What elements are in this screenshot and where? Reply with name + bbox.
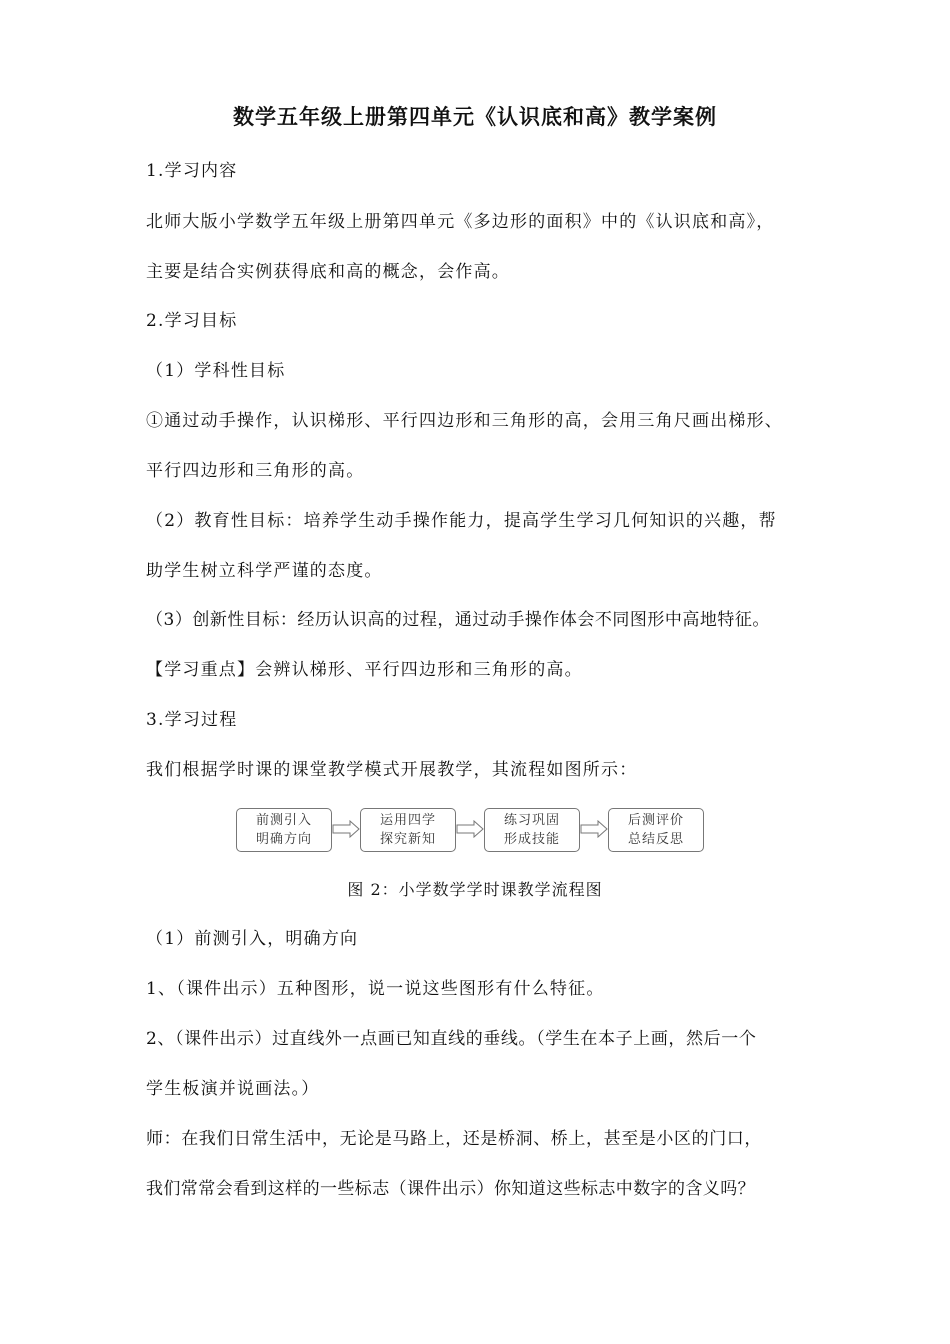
paragraph-line: （2）教育性目标：培养学生动手操作能力，提高学生学习几何知识的兴趣，帮	[146, 511, 777, 531]
paragraph-line: 师：在我们日常生活中，无论是马路上，还是桥洞、桥上，甚至是小区的门口，	[146, 1129, 762, 1149]
paragraph-line: 我们根据学时课的课堂教学模式开展教学，其流程如图所示：	[146, 760, 638, 780]
subheading-step-1: （1）前测引入，明确方向	[146, 929, 359, 949]
paragraph-line: 学生板演并说画法。）	[146, 1079, 320, 1099]
paragraph-line: 平行四边形和三角形的高。	[146, 461, 365, 481]
paragraph-line: 1、（课件出示）五种图形，说一说这些图形有什么特征。	[146, 979, 605, 999]
flow-step-text: 明确方向	[255, 832, 312, 847]
key-point-line: 【学习重点】会辨认梯形、平行四边形和三角形的高。	[146, 660, 583, 680]
flow-step-2	[360, 808, 456, 852]
flow-step-text: 总结反思	[627, 832, 684, 847]
flow-step-3	[484, 808, 580, 852]
flow-step-text: 运用四学	[379, 813, 436, 828]
section-heading-content: 1.学习内容	[146, 161, 238, 181]
flow-diagram	[236, 808, 706, 852]
paragraph-line: 助学生树立科学严谨的态度。	[146, 561, 383, 581]
paragraph-line: 主要是结合实例获得底和高的概念，会作高。	[146, 262, 510, 282]
paragraph-line: 2、（课件出示）过直线外一点画已知直线的垂线。（学生在本子上画，然后一个	[146, 1029, 757, 1049]
flow-step-text: 后测评价	[627, 813, 684, 828]
arrow-right-icon	[456, 820, 484, 838]
document-title: 数学五年级上册第四单元《认识底和高》教学案例	[233, 104, 717, 129]
section-heading-goals: 2.学习目标	[146, 311, 238, 331]
flow-step-text: 前测引入	[255, 813, 312, 828]
flow-step-text: 探究新知	[379, 832, 436, 847]
flow-step-1	[236, 808, 332, 852]
flow-step-4	[608, 808, 704, 852]
arrow-right-icon	[332, 820, 360, 838]
paragraph-line: 我们常常会看到这样的一些标志（课件出示）你知道这些标志中数字的含义吗？	[146, 1179, 755, 1199]
figure-caption: 图 2：小学数学学时课教学流程图	[347, 880, 603, 899]
paragraph-line: ①通过动手操作，认识梯形、平行四边形和三角形的高，会用三角尺画出梯形、	[146, 411, 783, 431]
flow-step-text: 形成技能	[503, 832, 560, 847]
arrow-right-icon	[580, 820, 608, 838]
subheading-subject-goal: （1）学科性目标	[146, 361, 286, 381]
paragraph-line: 北师大版小学数学五年级上册第四单元《多边形的面积》中的《认识底和高》，	[146, 212, 775, 232]
paragraph-line: （3）创新性目标：经历认识高的过程，通过动手操作体会不同图形中高地特征。	[146, 610, 770, 630]
flow-step-text: 练习巩固	[503, 813, 560, 828]
section-heading-process: 3.学习过程	[146, 710, 238, 730]
